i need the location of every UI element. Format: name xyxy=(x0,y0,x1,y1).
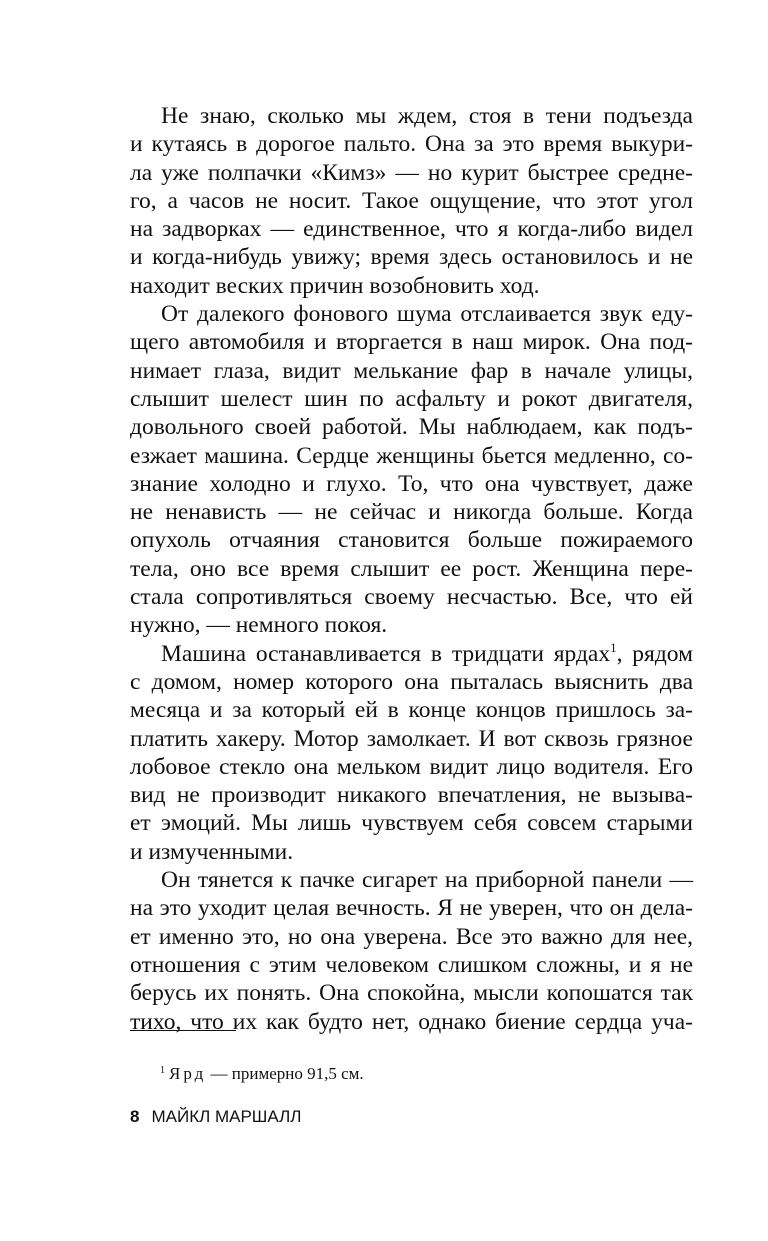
main-text xyxy=(130,102,693,1036)
author-name: МАЙКЛ МАРШАЛЛ xyxy=(151,1107,302,1126)
footnote-text: — примерно 91,5 см. xyxy=(206,1064,364,1083)
text-line: отношения с этим человеком слишком сложны, и я не xyxy=(130,951,693,978)
footnote-marker: 1 xyxy=(610,639,617,655)
text-line: на задворках — единственное, что я когда-либо видел xyxy=(130,216,693,243)
text-line: ла уже полпачки «Кимз» — но курит быстрее средне- xyxy=(130,159,693,186)
text-line: нужно, — немного покоя. xyxy=(130,612,388,639)
text-line: тела, оно все время слышит ее рост. Женщина пере- xyxy=(130,555,693,582)
text-line: От далекого фонового шума отслаивается звук еду- xyxy=(161,301,693,328)
text-line: го, а часов не носит. Такое ощущение, что этот угол xyxy=(130,187,693,214)
footnote-divider xyxy=(130,1030,236,1031)
text-line: находит веских причин возобновить ход. xyxy=(130,272,540,299)
running-footer xyxy=(130,1106,301,1128)
text-segment: , рядом xyxy=(616,640,693,667)
text-line-with-footnote xyxy=(130,640,693,668)
text-line: берусь их понять. Она спокойна, мысли копошатся так xyxy=(130,980,693,1007)
text-line: знание холодно и глухо. То, что она чувствует, даже xyxy=(130,470,693,497)
text-line: и измученными. xyxy=(130,838,294,865)
text-line: довольного своей работой. Мы наблюдаем, как подъ- xyxy=(130,414,693,441)
text-line: опухоль отчаяния становится больше пожираемого xyxy=(130,527,693,554)
text-line: щего автомобиля и вторгается в наш мирок. Она под- xyxy=(130,329,693,356)
text-line: нимает глаза, видит мелькание фар в начале улицы, xyxy=(130,357,693,384)
text-line: на это уходит целая вечность. Я не уверен, что он дела- xyxy=(130,895,693,922)
text-line: Он тянется к пачке сигарет на приборной панели — xyxy=(161,867,693,894)
text-line: месяца и за который ей в конце концов пришлось за- xyxy=(130,697,693,724)
text-line: и кутаясь в дорогое пальто. Она за это время выкури- xyxy=(130,131,693,158)
text-line: ет эмоций. Мы лишь чувствуем себя совсем старыми xyxy=(130,810,693,837)
text-line: и когда-нибудь увижу; время здесь остановилось и не xyxy=(130,244,693,271)
text-segment: Машина останавливается в тридцати ярдах xyxy=(161,640,611,667)
text-line: тихо, что их как будто нет, однако биение сердца уча- xyxy=(130,1008,693,1035)
footnote-term: Ярд xyxy=(169,1064,207,1083)
text-line: не ненависть — не сейчас и никогда больше. Когда xyxy=(130,499,693,526)
page-number: 8 xyxy=(130,1107,140,1126)
text-line: с домом, номер которого она пыталась выяснить два xyxy=(130,668,693,695)
text-line: платить хакеру. Мотор замолкает. И вот сквозь грязное xyxy=(130,725,693,752)
text-line: слышит шелест шин по асфальту и рокот двигателя, xyxy=(130,385,693,412)
text-line: вид не производит никакого впечатления, не вызыва- xyxy=(130,782,693,809)
text-line: Не знаю, сколько мы ждем, стоя в тени подъезда xyxy=(161,103,693,129)
footnote xyxy=(160,1063,364,1085)
text-line: лобовое стекло она мельком видит лицо водителя. Его xyxy=(130,753,693,780)
text-line: ет именно это, но она уверена. Все это важно для нее, xyxy=(130,923,693,950)
text-line: езжает машина. Сердце женщины бьется медленно, со- xyxy=(130,442,693,469)
footnote-number: 1 xyxy=(160,1065,165,1076)
text-line: стала сопротивляться своему несчастью. Все, что ей xyxy=(130,584,693,611)
